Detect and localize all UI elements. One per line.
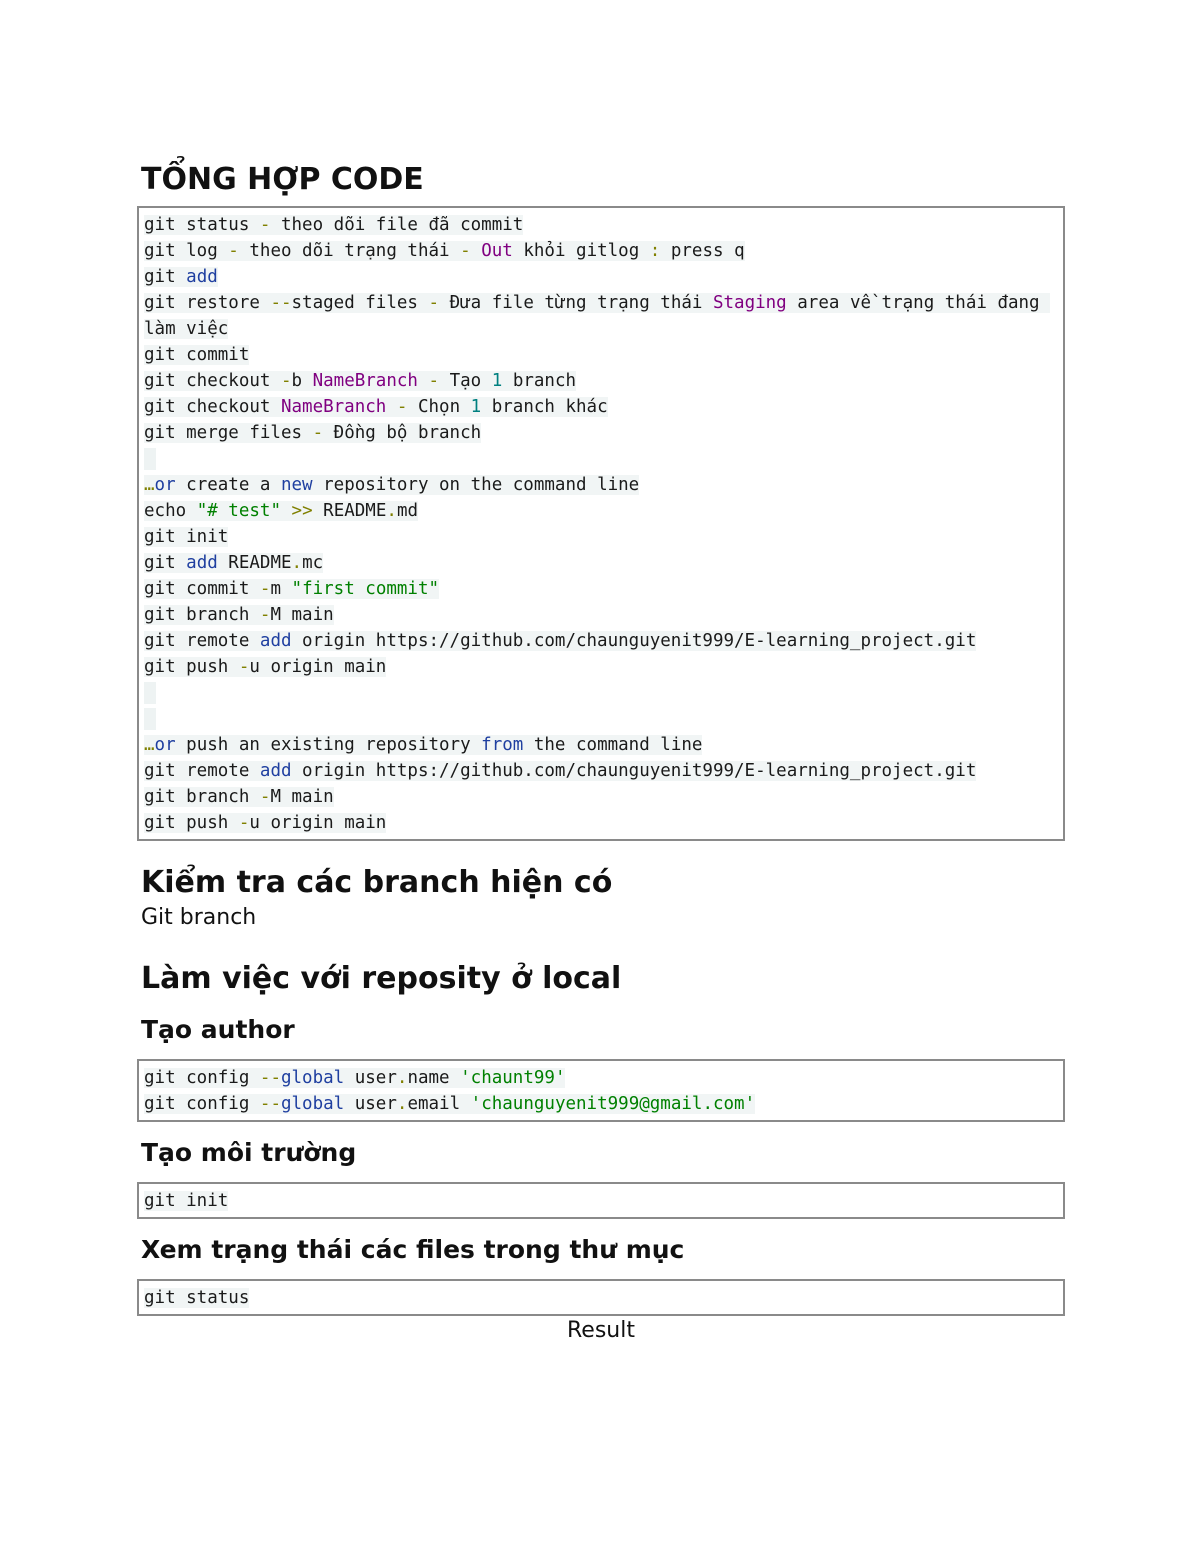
code-line: git add README.mc bbox=[144, 553, 324, 573]
code-line bbox=[144, 446, 1058, 472]
author-heading: Tạo author bbox=[141, 1015, 295, 1044]
code-line: git branch -M main bbox=[144, 605, 334, 625]
code-line: git init bbox=[144, 527, 229, 547]
code-line: git remote add origin https://github.com/chaunguyenit999/E-learning_project.git bbox=[144, 631, 977, 651]
code-line: git remote add origin https://github.com/chaunguyenit999/E-learning_project.git bbox=[144, 761, 977, 781]
code-line: git branch -M main bbox=[144, 787, 334, 807]
code-line: git init bbox=[144, 1191, 229, 1211]
code-line: git add bbox=[144, 267, 218, 287]
code-line: git config --global user.email 'chaunguyenit999@gmail.com' bbox=[144, 1094, 756, 1114]
code-line: …or create a new repository on the command line bbox=[144, 475, 640, 495]
result-label: Result bbox=[567, 1318, 635, 1343]
code-line: git merge files - Đồng bộ branch bbox=[144, 423, 482, 443]
code-line bbox=[144, 706, 1058, 732]
page-title: TỔNG HỢP CODE bbox=[141, 162, 424, 197]
env-heading: Tạo môi trường bbox=[141, 1138, 357, 1167]
code-line: git log - theo dõi trạng thái - Out khỏi gitlog : press q bbox=[144, 241, 745, 261]
branches-heading: Kiểm tra các branch hiện có bbox=[141, 865, 613, 900]
author-code-block bbox=[137, 1059, 1065, 1122]
code-line: git commit -m "first commit" bbox=[144, 579, 440, 599]
summary-code-block bbox=[137, 206, 1065, 841]
local-heading: Làm việc với reposity ở local bbox=[141, 961, 622, 996]
code-line bbox=[144, 680, 1058, 706]
code-line: git push -u origin main bbox=[144, 813, 387, 833]
status-heading: Xem trạng thái các files trong thư mục bbox=[141, 1235, 685, 1264]
branches-text: Git branch bbox=[141, 905, 257, 930]
code-line: echo "# test" >> README.md bbox=[144, 501, 419, 521]
document-page bbox=[137, 160, 1065, 1346]
code-line: git restore --staged files - Đưa file từng trạng thái Staging area về trạng thái đang làm việc bbox=[144, 293, 1051, 339]
code-line: …or push an existing repository from the command line bbox=[144, 735, 703, 755]
code-line: git status - theo dõi file đã commit bbox=[144, 215, 524, 235]
code-line: git checkout -b NameBranch - Tạo 1 branch bbox=[144, 371, 577, 391]
env-code-block bbox=[137, 1182, 1065, 1219]
code-line: git push -u origin main bbox=[144, 657, 387, 677]
code-line: git checkout NameBranch - Chọn 1 branch khác bbox=[144, 397, 608, 417]
code-line: git config --global user.name 'chaunt99' bbox=[144, 1068, 566, 1088]
code-line: git commit bbox=[144, 345, 250, 365]
status-code-block bbox=[137, 1279, 1065, 1316]
code-line: git status bbox=[144, 1288, 250, 1308]
